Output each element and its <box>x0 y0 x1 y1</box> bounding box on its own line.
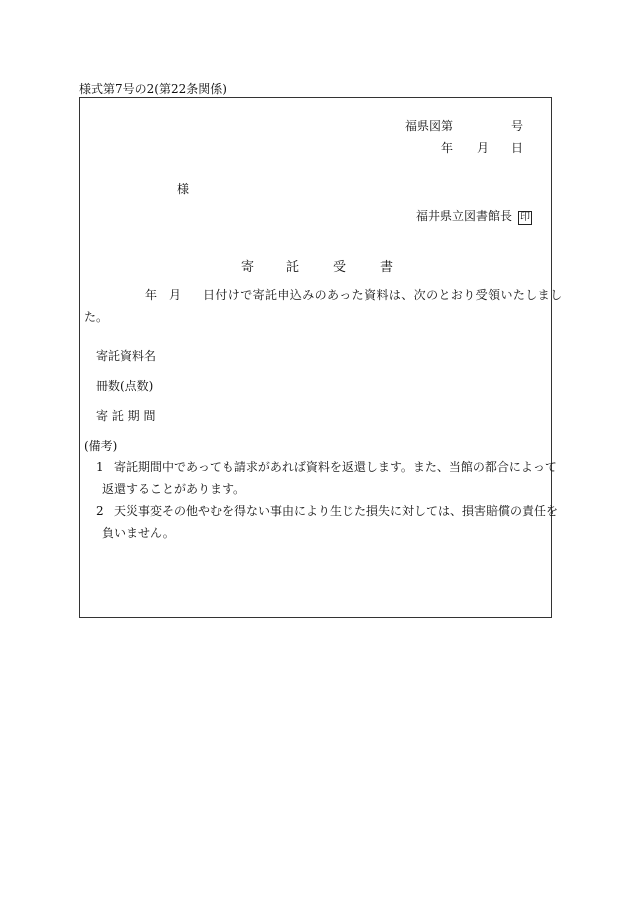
issuer-line <box>416 207 532 225</box>
title-char: 受 <box>333 260 347 275</box>
form-label: 様式第7号の2(第22条関係) <box>79 82 227 96</box>
field-period: 寄 託 期 間 <box>96 409 156 423</box>
body-year: 年 <box>145 288 158 302</box>
field-count: 冊数(点数) <box>96 379 154 393</box>
title-char: 寄 <box>241 260 255 275</box>
doc-number-prefix: 福県図第 <box>405 119 454 133</box>
note-number: 1 <box>96 460 104 474</box>
note-1-line2: 返還することがあります。 <box>102 482 246 496</box>
seal-mark: 印 <box>520 212 531 223</box>
date-day: 日 <box>511 141 524 155</box>
title-char: 書 <box>380 260 394 275</box>
body-month: 月 <box>169 288 182 302</box>
note-2-line1 <box>96 502 558 519</box>
title-char: 託 <box>286 260 300 275</box>
body-line1: 日付けで寄託申込みのあった資料は、次のとおり受領いたしまし <box>203 288 563 302</box>
doc-number-suffix: 号 <box>511 119 524 133</box>
note-1-line1 <box>96 458 557 475</box>
notes-heading: (備考) <box>84 439 118 453</box>
note-number: 2 <box>96 504 104 518</box>
note-2-line2: 負いません。 <box>102 526 175 540</box>
date-month: 月 <box>477 141 490 155</box>
note-text: 寄託期間中であっても請求があれば資料を返還します。また、当館の都合によって <box>114 460 557 474</box>
addressee-suffix: 様 <box>177 182 190 196</box>
date-year: 年 <box>441 141 454 155</box>
issuer-name: 福井県立図書館長 <box>416 209 513 223</box>
field-materials: 寄託資料名 <box>96 349 157 363</box>
body-line2: た。 <box>84 310 109 324</box>
note-text: 天災事変その他やむを得ない事由により生じた損失に対しては、損害賠償の責任を <box>114 504 559 518</box>
